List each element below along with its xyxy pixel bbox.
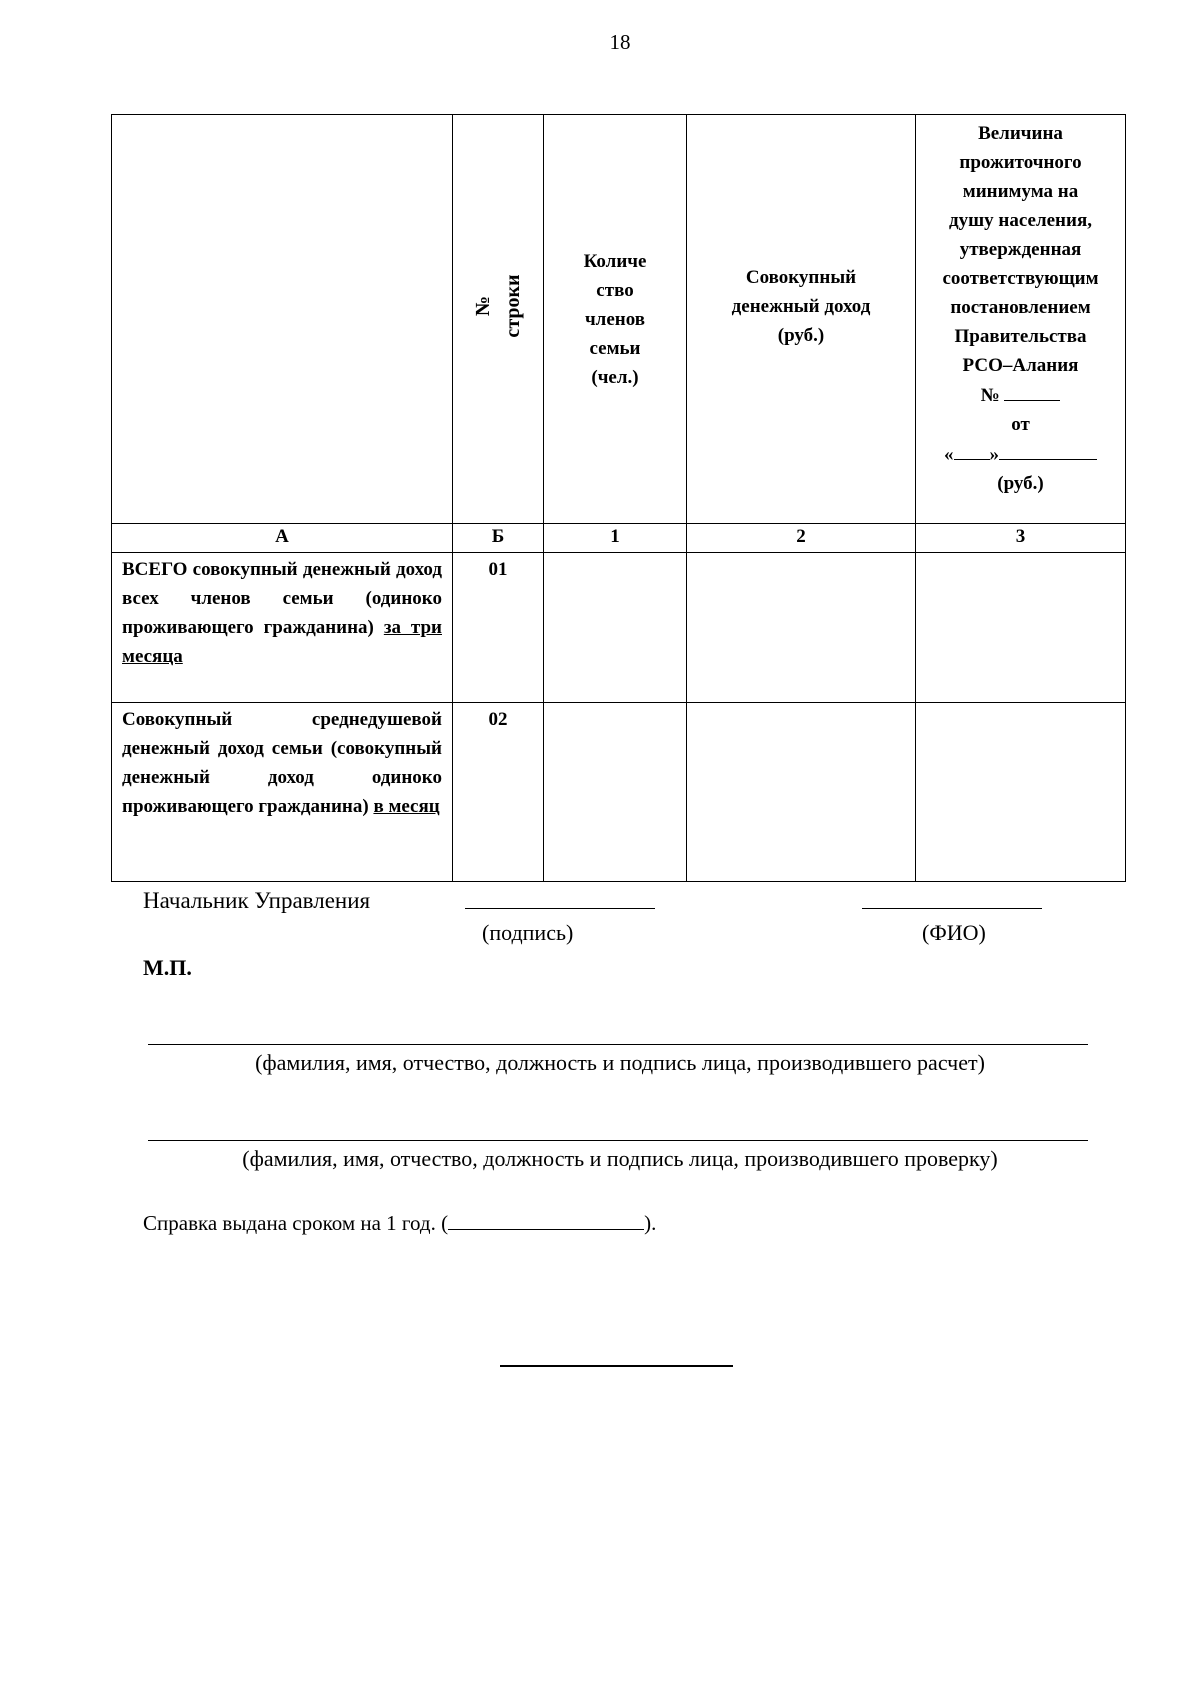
- table-row: [112, 703, 1126, 882]
- header-col-2: Совокупный денежный доход (руб.): [687, 115, 916, 524]
- calculated-by-line: [148, 1044, 1088, 1045]
- row-description: Совокупный среднедушевой денежный доход семьи (совокупный денежный доход одиноко проживающего гражданина) в месяц: [112, 703, 453, 882]
- code-cell: А: [112, 524, 453, 553]
- closing-line: [500, 1365, 733, 1367]
- code-row: [112, 524, 1126, 553]
- code-cell: 3: [916, 524, 1126, 553]
- header-row-number-label: № строки: [472, 274, 524, 338]
- resolution-date-line: « »: [916, 439, 1125, 469]
- row-description: ВСЕГО совокупный денежный доход всех членов семьи (одиноко проживающего гражданина) за три месяца: [112, 553, 453, 703]
- name-line: [862, 908, 1042, 909]
- checked-by-caption: (фамилия, имя, отчество, должность и подпись лица, производившего проверку): [242, 1146, 998, 1171]
- value-cell: [687, 703, 916, 882]
- name-caption: (ФИО): [922, 920, 986, 945]
- resolution-number-line: №: [916, 380, 1125, 410]
- header-row: [112, 115, 1126, 524]
- header-col-a: [112, 115, 453, 524]
- table-row: [112, 553, 1126, 703]
- value-cell: [544, 553, 687, 703]
- validity-note: Справка выдана сроком на 1 год. ( ).: [143, 1211, 657, 1235]
- header-col-3: Величина прожиточного минимума на душу населения, утвержденная соответствующим постановлением Правительства РСО–Алания № от « » (руб.): [916, 115, 1126, 524]
- code-cell: 1: [544, 524, 687, 553]
- row-code: 02: [453, 703, 544, 882]
- page-number: 18: [609, 30, 631, 54]
- income-table: [111, 114, 1126, 882]
- header-col-b: [453, 115, 544, 524]
- value-cell: [687, 553, 916, 703]
- value-cell: [544, 703, 687, 882]
- signature-line: [465, 908, 655, 909]
- checked-by-line: [148, 1140, 1088, 1141]
- value-cell: [916, 703, 1126, 882]
- code-cell: Б: [453, 524, 544, 553]
- calculated-by-caption: (фамилия, имя, отчество, должность и подпись лица, производившего расчет): [255, 1050, 985, 1075]
- stamp-label: М.П.: [143, 955, 192, 980]
- row-code: 01: [453, 553, 544, 703]
- code-cell: 2: [687, 524, 916, 553]
- signature-caption: (подпись): [482, 920, 574, 945]
- value-cell: [916, 553, 1126, 703]
- header-col-1: Количе ство членов семьи (чел.): [544, 115, 687, 524]
- head-title: Начальник Управления: [143, 888, 371, 913]
